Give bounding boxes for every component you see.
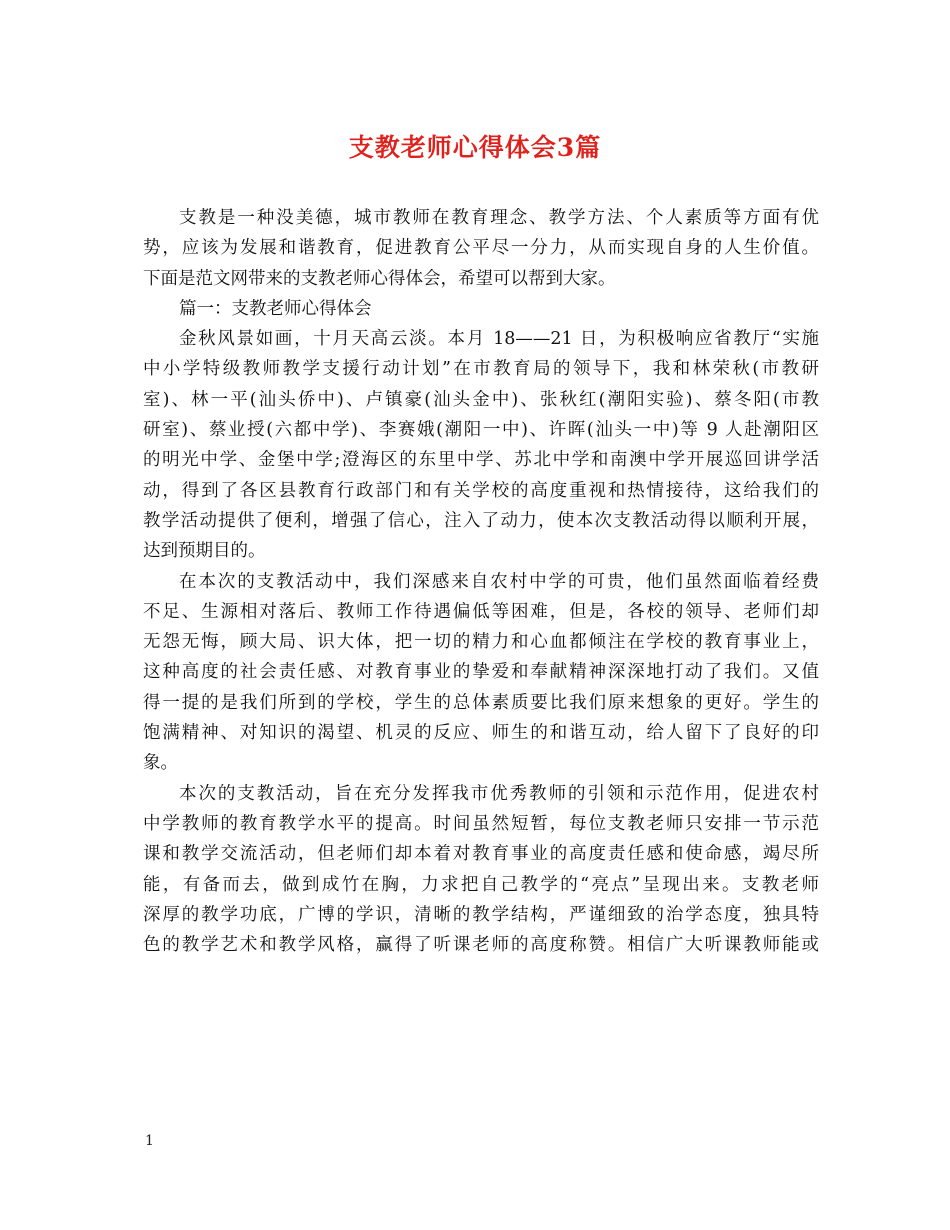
text-line: 得一提的是我们所到的学校，学生的总体素质要比我们原来想象的更好。学生的	[143, 692, 819, 713]
text-line: 中小学特级教师教学支援行动计划”在市教育局的领导下，我和林荣秋(市教研	[143, 359, 819, 380]
text-line: 无怨无悔，顾大局、识大体，把一切的精力和心血都倾注在学校的教育事业上，	[143, 632, 819, 653]
text-line: 中学教师的教育教学水平的提高。时间虽然短暂，每位支教老师只安排一节示范	[143, 813, 819, 834]
document-body	[143, 203, 819, 960]
text-line: 动，得到了各区县教育行政部门和有关学校的高度重视和热情接待，这给我们的	[143, 480, 819, 501]
page-number: 1	[145, 1133, 154, 1149]
text-line: 这种高度的社会责任感、对教育事业的挚爱和奉献精神深深地打动了我们。又值	[143, 662, 819, 683]
document-title: 支教老师心得体会3篇	[348, 133, 602, 162]
text-line: 能，有备而去，做到成竹在胸，力求把自己教学的“亮点”呈现出来。支教老师	[143, 874, 819, 895]
text-line: 象。	[143, 753, 178, 774]
text-line: 色的教学艺术和教学风格，赢得了听课老师的高度称赞。相信广大听课教师能或	[143, 935, 819, 956]
text-line: 研室)、蔡业授(六都中学)、李赛娥(潮阳一中)、许晖(汕头一中)等 9 人赴潮阳区	[143, 420, 819, 441]
text-line: 饱满精神、对知识的渴望、机灵的反应、师生的和谐互动，给人留下了良好的印	[143, 723, 819, 744]
text-line: 支教是一种没美德，城市教师在教育理念、教学方法、个人素质等方面有优	[179, 208, 819, 228]
text-line: 深厚的教学功底，广博的学识，清晰的教学结构，严谨细致的治学态度，独具特	[143, 904, 819, 925]
text-line: 下面是范文网带来的支教老师心得体会，希望可以帮到大家。	[143, 268, 616, 289]
text-line: 不足、生源相对落后、教师工作待遇偏低等困难，但是，各校的领导、老师们却	[143, 601, 819, 622]
text-line: 本次的支教活动，旨在充分发挥我市优秀教师的引领和示范作用，促进农村	[179, 783, 819, 804]
text-line: 的明光中学、金堡中学;澄海区的东里中学、苏北中学和南澳中学开展巡回讲学活	[143, 450, 819, 471]
text-line: 势，应该为发展和谐教育，促进教育公平尽一分力，从而实现自身的人生价值。	[143, 238, 819, 259]
text-line: 达到预期目的。	[143, 541, 266, 562]
text-line: 在本次的支教活动中，我们深感来自农村中学的可贵，他们虽然面临着经费	[179, 571, 819, 592]
section-heading: 篇一：支教老师心得体会	[179, 298, 372, 319]
text-line: 课和教学交流活动，但老师们却本着对教育事业的高度责任感和使命感，竭尽所	[143, 844, 819, 865]
text-line: 室)、林一平(汕头侨中)、卢镇豪(汕头金中)、张秋红(潮阳实验)、蔡冬阳(市教	[143, 389, 819, 410]
text-line: 金秋风景如画，十月天高云淡。本月 18——21 日，为积极响应省教厅“实施	[179, 329, 819, 350]
text-line: 教学活动提供了便利，增强了信心，注入了动力，使本次支教活动得以顺利开展，	[143, 510, 819, 531]
